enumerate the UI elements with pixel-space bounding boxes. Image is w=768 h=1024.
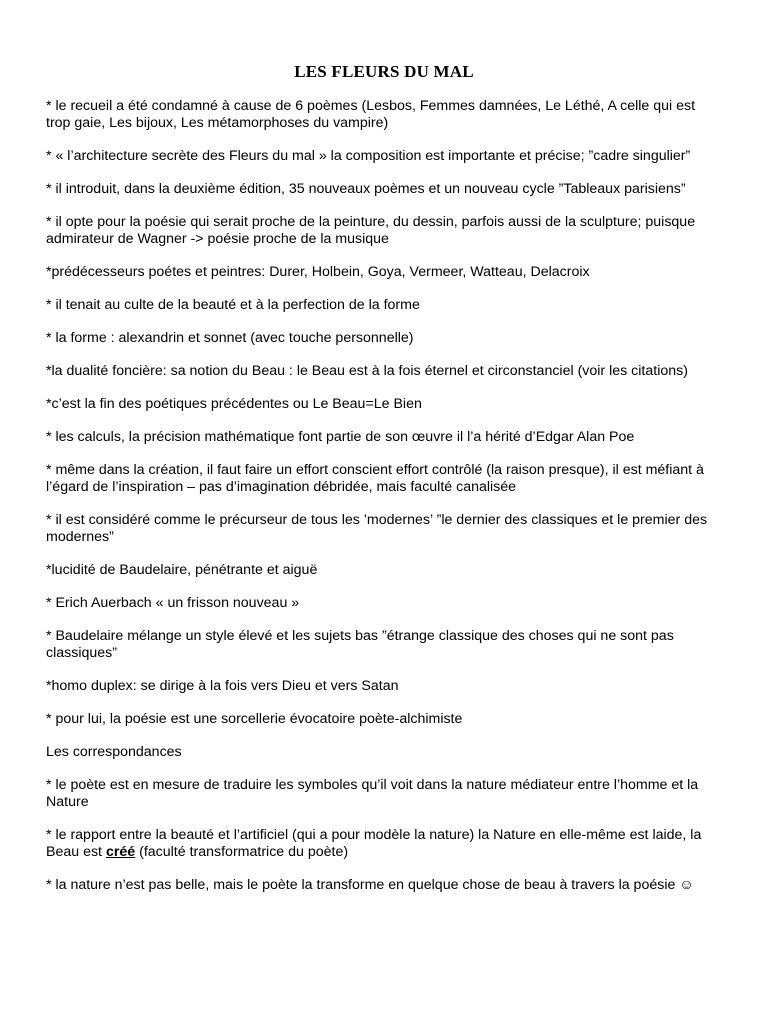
section-heading: Les correspondances <box>46 744 182 760</box>
note-paragraph: *lucidité de Baudelaire, pénétrante et aiguë <box>46 562 318 578</box>
note-paragraph: *prédécesseurs poétes et peintres: Durer, Holbein, Goya, Vermeer, Watteau, Delacroix <box>46 264 590 280</box>
emphasis-word: créé <box>105 844 136 860</box>
note-paragraph <box>46 827 722 861</box>
note-text: (faculté transformatrice du poète) <box>135 844 349 860</box>
note-paragraph: * les calculs, la précision mathématique font partie de son œuvre il l’a hérité d’Edgar Alan Poe <box>46 429 635 445</box>
note-paragraph: * il est considéré comme le précurseur de tous les ’modernes’ ”le dernier des classiques et le premier des modernes” <box>46 512 708 545</box>
note-paragraph: * « l’architecture secrète des Fleurs du mal » la composition est importante et précise; ”cadre singulier” <box>46 148 691 164</box>
document-body <box>46 98 722 910</box>
note-paragraph: * il introduit, dans la deuxième édition, 35 nouveaux poèmes et un nouveau cycle ”Tableaux parisiens” <box>46 181 686 197</box>
note-paragraph: * il tenait au culte de la beauté et à la perfection de la forme <box>46 297 420 313</box>
note-paragraph: *la dualité foncière: sa notion du Beau : le Beau est à la fois éternel et circonstanciel (voir les citations) <box>46 363 688 379</box>
note-paragraph: * le poète est en mesure de traduire les symboles qu’il voit dans la nature médiateur entre l’homme et la Nature <box>46 777 699 810</box>
note-paragraph: * même dans la création, il faut faire un effort conscient effort contrôlé (la raison presque), il est méfiant à l’égard de l’inspiration – pas d’imagination débridée, mais faculté canalisée <box>46 462 704 495</box>
note-paragraph: * Baudelaire mélange un style élevé et les sujets bas ”étrange classique des choses qui ne sont pas classiques” <box>46 628 674 661</box>
note-paragraph: * la nature n’est pas belle, mais le poète la transforme en quelque chose de beau à travers la poésie ☺ <box>46 877 694 893</box>
note-paragraph: * la forme : alexandrin et sonnet (avec touche personnelle) <box>46 330 414 346</box>
note-paragraph: *c’est la fin des poétiques précédentes ou Le Beau=Le Bien <box>46 396 422 412</box>
note-paragraph: * pour lui, la poésie est une sorcellerie évocatoire poète-alchimiste <box>46 711 463 727</box>
note-paragraph: * le recueil a été condamné à cause de 6 poèmes (Lesbos, Femmes damnées, Le Léthé, A celle qui est trop gaie, Les bijoux, Les métamorphoses du vampire) <box>46 98 696 131</box>
note-text: * le rapport entre la beauté et l’artificiel (qui a pour modèle la nature) la Nature en elle-même est laide, la Beau est <box>46 827 702 860</box>
document-title: LES FLEURS DU MAL <box>294 62 474 81</box>
note-paragraph: * Erich Auerbach « un frisson nouveau » <box>46 595 300 611</box>
note-paragraph: * il opte pour la poésie qui serait proche de la peinture, du dessin, parfois aussi de la sculpture; puisque admirateur de Wagner -> poésie proche de la musique <box>46 214 696 247</box>
note-paragraph: *homo duplex: se dirige à la fois vers Dieu et vers Satan <box>46 678 399 694</box>
